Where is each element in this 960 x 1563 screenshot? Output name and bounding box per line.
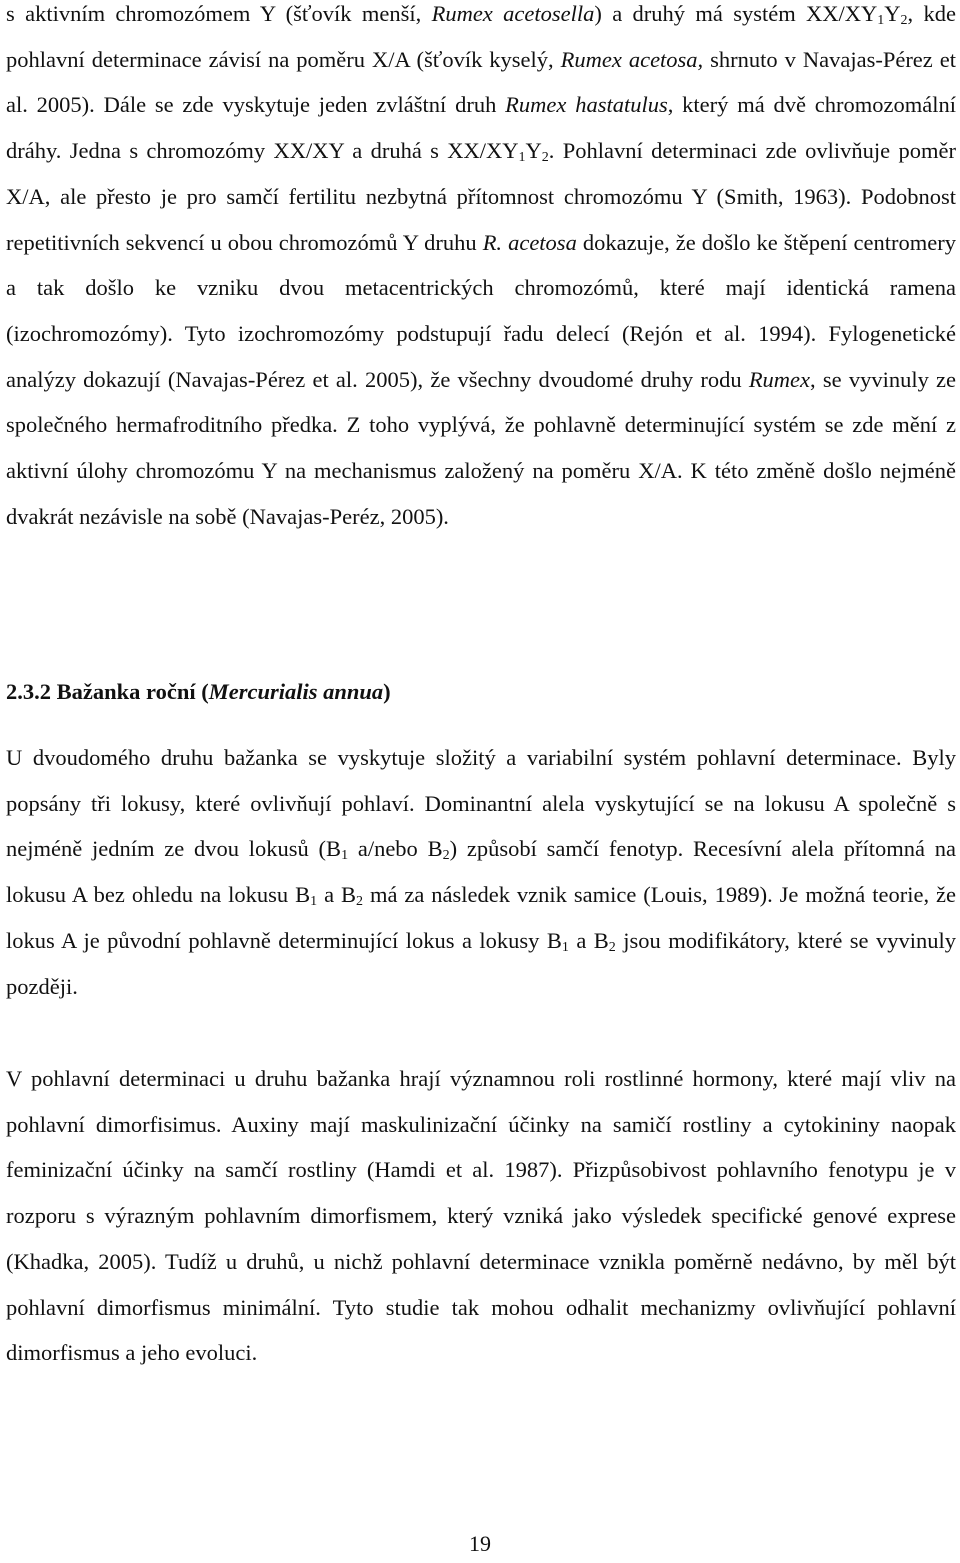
paragraph-rumex: s aktivním chromozómem Y (šťovík menší, Rumex acetosella) a druhý má systém $XX/XY_1Y_2$, kde pohlavní determinace závisí na poměru X/A (šťovík kyselý, Rumex acetosa, shrnuto v Navajas-Pérez et al. 2005). Dále se zde vyskytuje jeden zvláštní druh Rumex hastatulus, který má dvě chromozomální dráhy. Jedna s chromozómy XX/XY a druhá s $XX/XY_1Y_2$. Pohlavní determinaci zde ovlivňuje poměr X/A, ale přesto je pro samčí fertilitu nezbytná přítomnost chromozómu Y (Smith, 1963). Podobnost repetitivních sekvencí u obou chromozómů Y druhu R. acetosa dokazuje, že došlo ke štěpení centromery a tak došlo ke vzniku dvou metacentrických chromozómů, které mají identická ramena (izochromozómy). Tyto izochromozómy podstupují řadu delecí (Rejón et al. 1994). Fylogenetické analýzy dokazují (Navajas-Pérez et al. 2005), že všechny dvoudomé druhy rodu Rumex, se vyvinuly ze společného hermafroditního předka. Z toho vyplývá, že pohlavně determinující systém se zde mění z aktivní úlohy chromozómu Y na mechanismus založený na poměru X/A. K této změně došlo nejméně dvakrát nezávisle na sobě (Navajas-Peréz, 2005). — [6, 1, 957, 529]
page-number: 19 — [469, 1531, 491, 1556]
section-heading: 2.3.2 Bažanka roční (Mercurialis annua) — [6, 679, 391, 704]
paragraph-hormones: V pohlavní determinaci u druhu bažanka hrají významnou roli rostlinné hormony, které mají vliv na pohlavní dimorfisimus. Auxiny mají maskulinizační účinky na samičí rostliny a cytokininy naopak feminizační účinky na samčí rostliny (Hamdi et al. 1987). Přizpůsobivost pohlavního fenotypu je v rozporu s výrazným pohlavním dimorfismem, který vzniká jako výsledek specifické genové exprese (Khadka, 2005). Tudíž u druhů, u nichž pohlavní determinace vznikla poměrně nedávno, by měl být pohlavní dimorfismus minimální. Tyto studie tak mohou odhalit mechanizmy ovlivňující pohlavní dimorfismus a jeho evoluci. — [6, 1066, 956, 1366]
paragraph-mercurialis: U dvoudomého druhu bažanka se vyskytuje složitý a variabilní systém pohlavní determinace. Byly popsány tři lokusy, které ovlivňují pohlaví. Dominantní alela vyskytující se na lokusu A společně s nejméně jedním ze dvou lokusů ($B_1$ a/nebo $B_2$) způsobí samčí fenotyp. Recesívní alela přítomná na lokusu A bez ohledu na lokusu $B_1$ a $B_2$ má za následek vznik samice (Louis, 1989). Je možná teorie, že lokus A je původní pohlavně determinující lokus a lokusy $B_1$ a $B_2$ jsou modifikátory, které se vyvinuly později. — [6, 745, 956, 999]
